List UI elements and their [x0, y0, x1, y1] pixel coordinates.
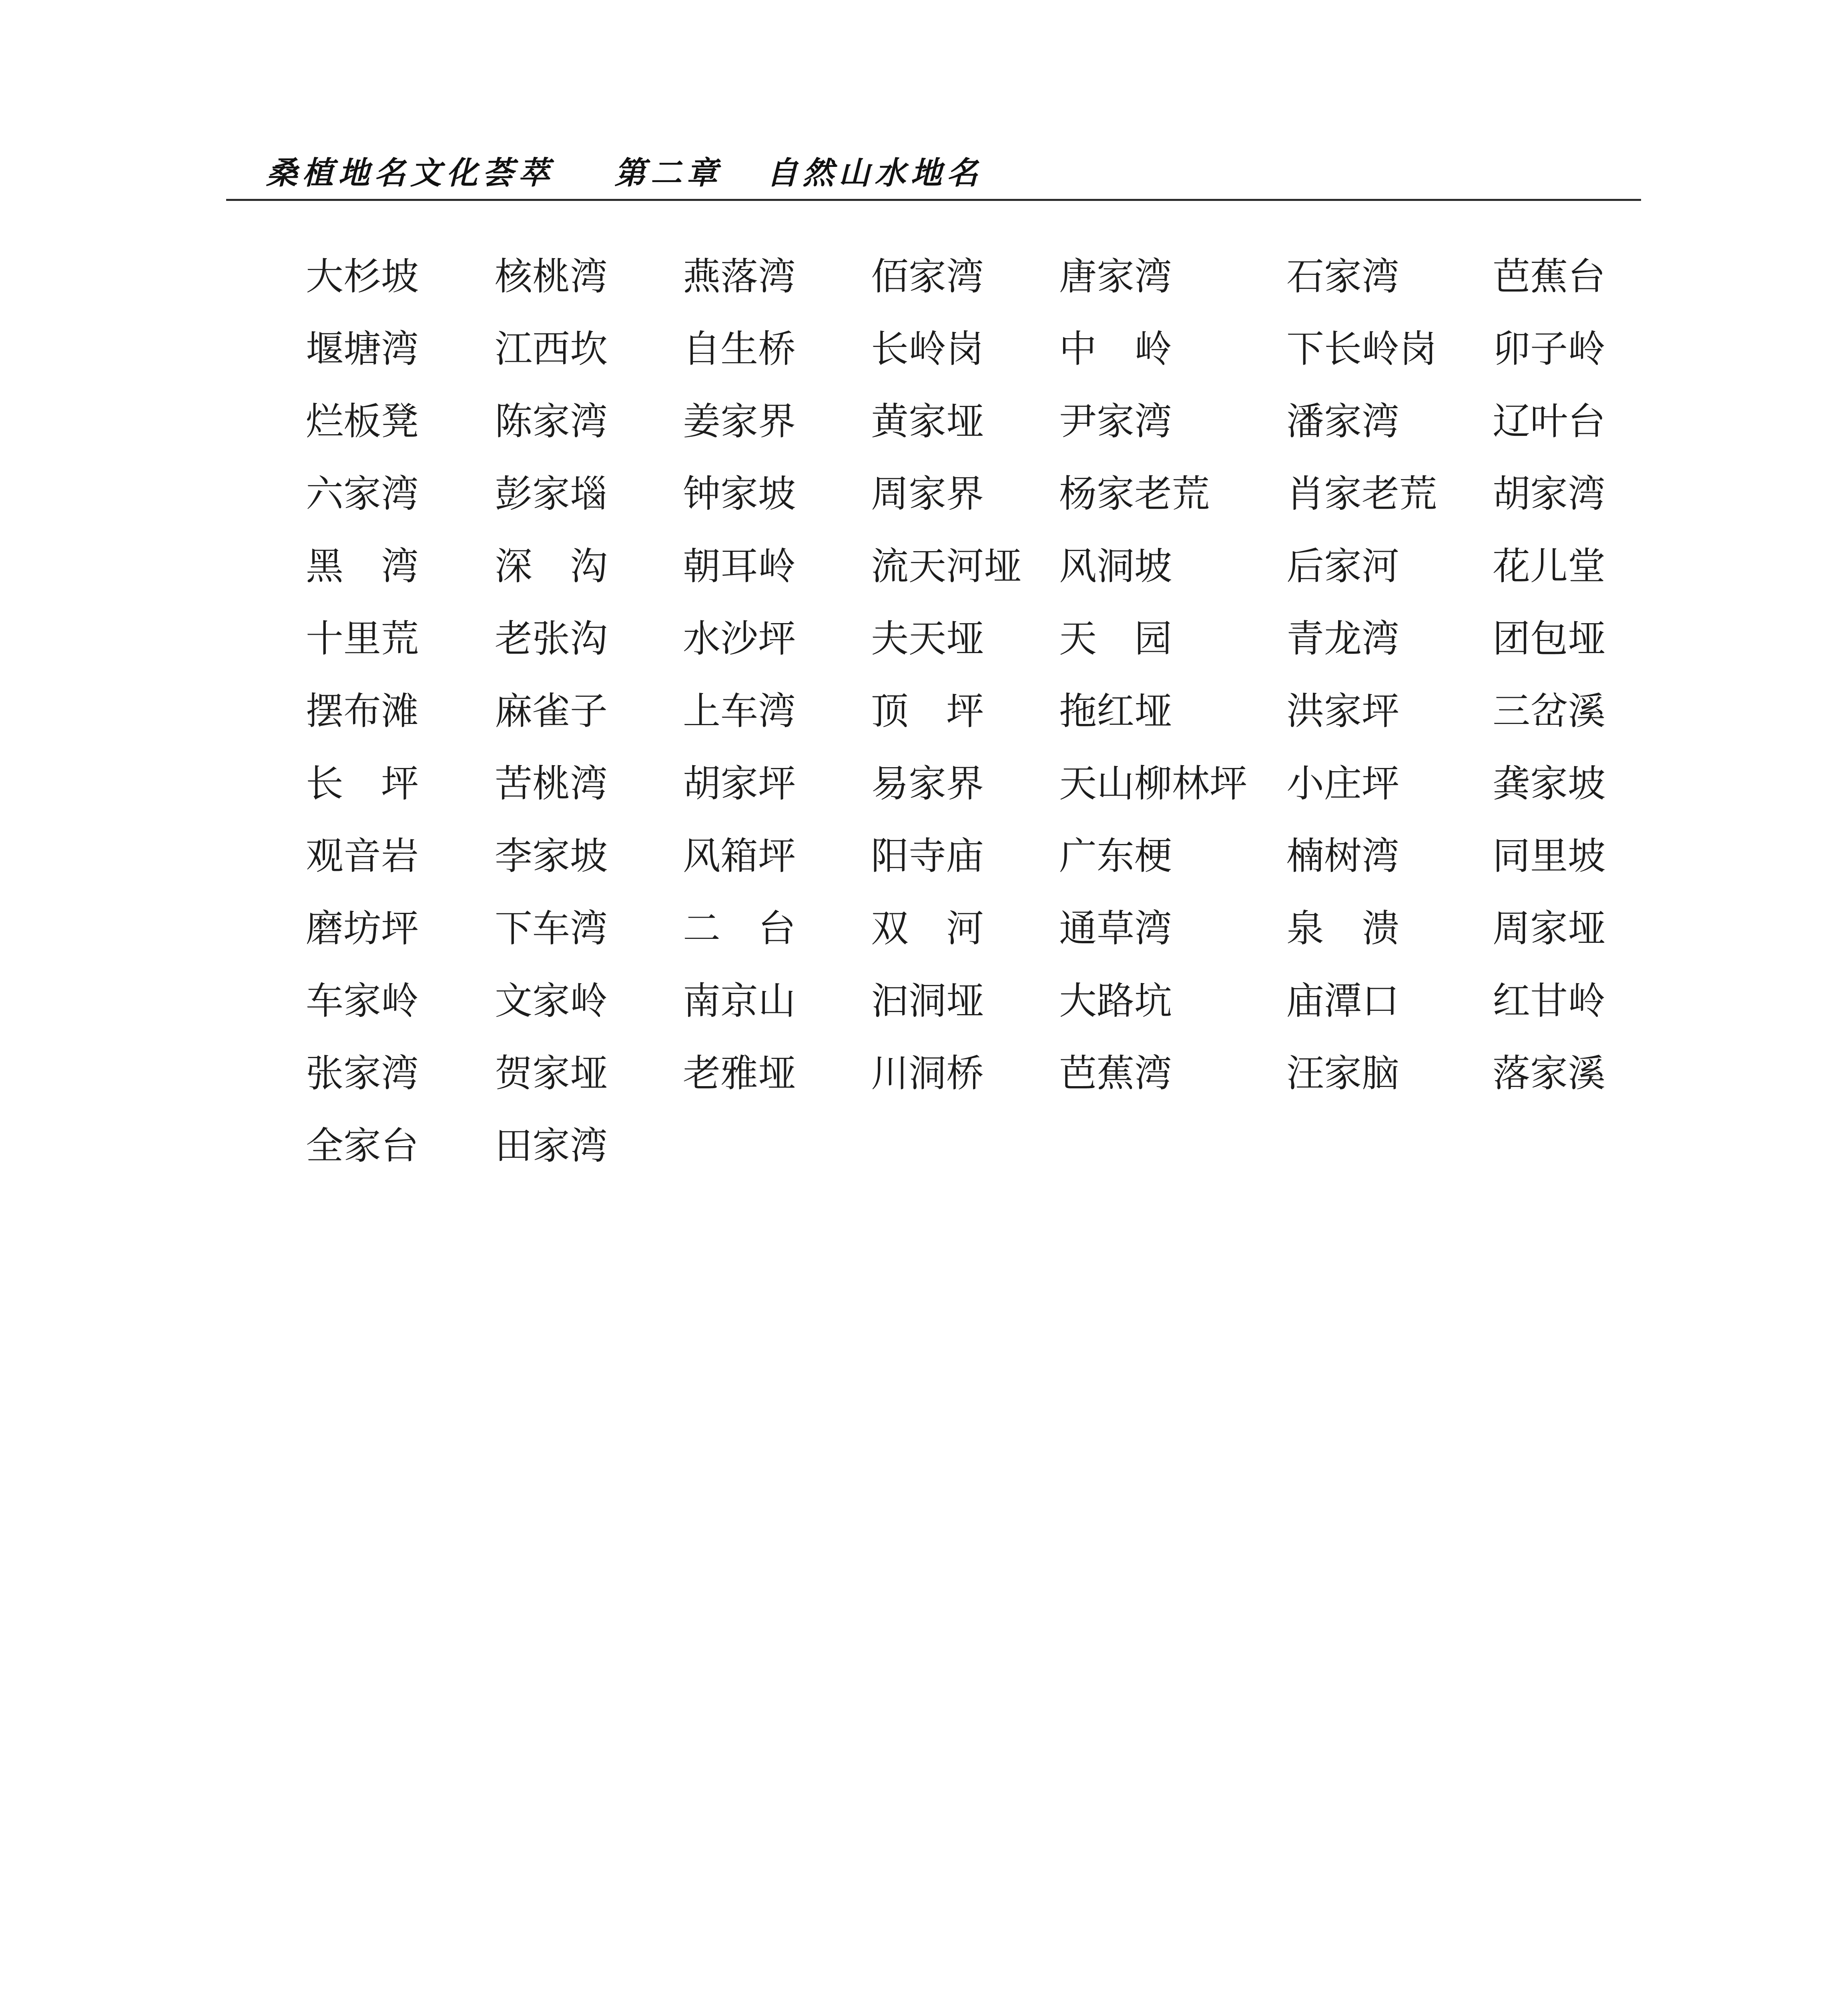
place-name: 下车湾 — [495, 907, 608, 950]
place-row — [0, 1050, 1848, 1098]
place-name: 广东梗 — [1059, 834, 1172, 878]
place-name: 江西坎 — [495, 327, 608, 371]
place-name: 夫天垭 — [871, 617, 984, 661]
place-name: 观音岩 — [306, 834, 419, 878]
place-name: 楠树湾 — [1286, 834, 1400, 878]
place-name: 红甘岭 — [1493, 979, 1606, 1023]
place-name: 张家湾 — [306, 1052, 419, 1095]
place-row — [0, 688, 1848, 736]
place-name: 田家湾 — [495, 1124, 608, 1168]
place-name: 胡家湾 — [1493, 472, 1606, 516]
place-name: 上车湾 — [683, 690, 796, 733]
place-row — [0, 832, 1848, 880]
place-name: 芭蕉台 — [1493, 255, 1606, 299]
place-name: 周家垭 — [1493, 907, 1606, 950]
place-name: 川洞桥 — [871, 1052, 984, 1095]
place-name: 风洞坡 — [1059, 545, 1172, 588]
place-row — [0, 1122, 1848, 1170]
place-name: 贺家垭 — [495, 1052, 608, 1095]
place-name: 尹家湾 — [1059, 400, 1172, 443]
place-name: 麻雀子 — [495, 690, 608, 733]
place-name: 通草湾 — [1059, 907, 1172, 950]
place-name: 文家岭 — [495, 979, 608, 1023]
place-name: 团包垭 — [1493, 617, 1606, 661]
place-name: 大杉坡 — [306, 255, 419, 299]
place-name: 核桃湾 — [495, 255, 608, 299]
place-name: 流天河垭 — [871, 545, 1022, 588]
place-name: 姜家界 — [683, 400, 796, 443]
place-name: 肖家老荒 — [1286, 472, 1437, 516]
place-name: 辽叶台 — [1493, 400, 1606, 443]
place-name: 洪家坪 — [1286, 690, 1400, 733]
place-name: 长 坪 — [306, 762, 419, 806]
place-name: 彭家堖 — [495, 472, 608, 516]
place-name: 黄家垭 — [871, 400, 984, 443]
place-name: 双 河 — [871, 907, 984, 950]
place-row — [0, 398, 1848, 446]
running-header — [266, 149, 983, 193]
place-name: 卯子岭 — [1493, 327, 1606, 371]
place-name: 唐家湾 — [1059, 255, 1172, 299]
place-name: 摆布滩 — [306, 690, 419, 733]
place-row — [0, 470, 1848, 518]
place-name: 青龙湾 — [1286, 617, 1400, 661]
place-name: 顶 坪 — [871, 690, 984, 733]
place-name: 后家河 — [1286, 545, 1400, 588]
place-name: 小庄坪 — [1286, 762, 1400, 806]
place-name: 石家湾 — [1286, 255, 1400, 299]
book-title: 桑植地名文化荟萃 — [266, 155, 555, 191]
header-divider — [226, 199, 1641, 201]
place-row — [0, 977, 1848, 1025]
place-name: 天 园 — [1059, 617, 1172, 661]
place-name: 泉 溃 — [1286, 907, 1400, 950]
place-name: 燕落湾 — [683, 255, 796, 299]
place-name: 全家台 — [306, 1124, 419, 1168]
place-name: 十里荒 — [306, 617, 419, 661]
place-name: 拖红垭 — [1059, 690, 1172, 733]
place-name: 同里坡 — [1493, 834, 1606, 878]
place-name: 陈家湾 — [495, 400, 608, 443]
place-name: 长岭岗 — [871, 327, 984, 371]
place-name: 钟家坡 — [683, 472, 796, 516]
place-name: 中 岭 — [1059, 327, 1172, 371]
chapter-title: 自然山水地名 — [766, 155, 983, 191]
place-row — [0, 905, 1848, 953]
place-name: 胡家坪 — [683, 762, 796, 806]
place-name: 易家界 — [871, 762, 984, 806]
place-name: 周家界 — [871, 472, 984, 516]
place-name: 苦桃湾 — [495, 762, 608, 806]
place-row — [0, 325, 1848, 373]
place-name: 潘家湾 — [1286, 400, 1400, 443]
place-name: 汩洞垭 — [871, 979, 984, 1023]
chapter-number: 第二章 — [614, 155, 723, 191]
place-name: 深 沟 — [495, 545, 608, 588]
place-name: 李家坡 — [495, 834, 608, 878]
place-name: 阳寺庙 — [871, 834, 984, 878]
place-name: 水沙坪 — [683, 617, 796, 661]
place-name: 堰塘湾 — [306, 327, 419, 371]
place-name: 南京山 — [683, 979, 796, 1023]
place-row — [0, 615, 1848, 663]
place-name: 磨坊坪 — [306, 907, 419, 950]
place-name: 三岔溪 — [1493, 690, 1606, 733]
place-row — [0, 543, 1848, 591]
place-name: 朝耳岭 — [683, 545, 796, 588]
place-name: 杨家老荒 — [1059, 472, 1210, 516]
place-name: 黑 湾 — [306, 545, 419, 588]
place-name: 花儿堂 — [1493, 545, 1606, 588]
place-name: 老雅垭 — [683, 1052, 796, 1095]
place-name: 佰家湾 — [871, 255, 984, 299]
place-name: 大路坑 — [1059, 979, 1172, 1023]
place-name: 龚家坡 — [1493, 762, 1606, 806]
place-name: 老张沟 — [495, 617, 608, 661]
place-name: 芭蕉湾 — [1059, 1052, 1172, 1095]
place-row — [0, 760, 1848, 808]
place-name: 落家溪 — [1493, 1052, 1606, 1095]
place-name: 汪家脑 — [1286, 1052, 1400, 1095]
place-name: 下长岭岗 — [1286, 327, 1437, 371]
place-name: 天山柳林坪 — [1059, 762, 1248, 806]
place-name: 自生桥 — [683, 327, 796, 371]
place-row — [0, 253, 1848, 301]
place-name: 风箱坪 — [683, 834, 796, 878]
place-name: 六家湾 — [306, 472, 419, 516]
place-name: 二 台 — [683, 907, 796, 950]
place-name: 庙潭口 — [1286, 979, 1400, 1023]
place-name: 车家岭 — [306, 979, 419, 1023]
place-name: 烂板凳 — [306, 400, 419, 443]
